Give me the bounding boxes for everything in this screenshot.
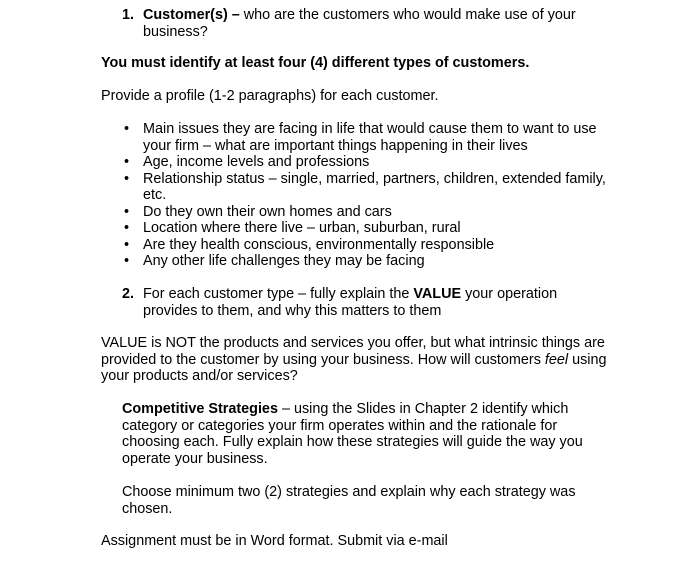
list-item: • Main issues they are facing in life that would cause them to want to use your firm – what are important things happening in their lives [124,121,597,154]
bullet-icon: • [124,170,130,187]
bullet-icon: • [124,220,130,236]
list-item: • Are they health conscious, environmentally responsible [124,236,495,253]
bullet-icon: • [124,236,130,253]
item-body [122,7,602,40]
list-item: • Location where there live – urban, suburban, rural [124,220,461,236]
bullet-icon: • [124,253,130,269]
bullet-icon: • [124,203,130,220]
bullet-icon: • [124,121,130,137]
competitive-strategies-heading: Competitive Strategies [122,401,278,417]
list-item: • Any other life challenges they may be facing [124,253,425,269]
list-item: • Do they own their own homes and cars [124,203,392,220]
profile-instruction: Provide a profile (1-2 paragraphs) for each customer. [101,88,439,104]
value-paragraph: VALUE is NOT the products and services you offer, but what intrinsic things are provided to the customer by using your business. How will customers feel using your products and/or services? [101,335,607,384]
item-lead: Customer(s) – [143,7,240,23]
competitive-strategies-paragraph: Competitive Strategies – using the Slides in Chapter 2 identify which category or categories your firm operates within and the rationale for choosing each. Fully explain how these strategies will guide the way you operate your business. [122,401,583,467]
customer-profile-bullets [122,121,612,270]
item-number: 1. [122,7,135,23]
numbered-item-customers [122,7,602,40]
list-item: • Relationship status – single, married, partners, children, extended family, etc. [124,170,606,203]
feel-emphasis: feel [544,351,569,368]
item-body: For each customer type – fully explain the VALUE your operation provides to them, and why this matters to them [143,286,558,319]
list-item: • Age, income levels and professions [124,154,370,170]
item-text: who are the customers who would make use of your business? [143,7,576,40]
choose-strategies-paragraph: Choose minimum two (2) strategies and explain why each strategy was chosen. [122,484,576,517]
assignment-note: Assignment must be in Word format. Submit via e-mail [101,533,448,549]
bullet-icon: • [124,154,130,170]
item-number: 2. [122,286,135,302]
must-identify-heading: You must identify at least four (4) different types of customers. [101,55,530,71]
value-keyword: VALUE [413,286,462,302]
numbered-item-value [122,286,562,319]
